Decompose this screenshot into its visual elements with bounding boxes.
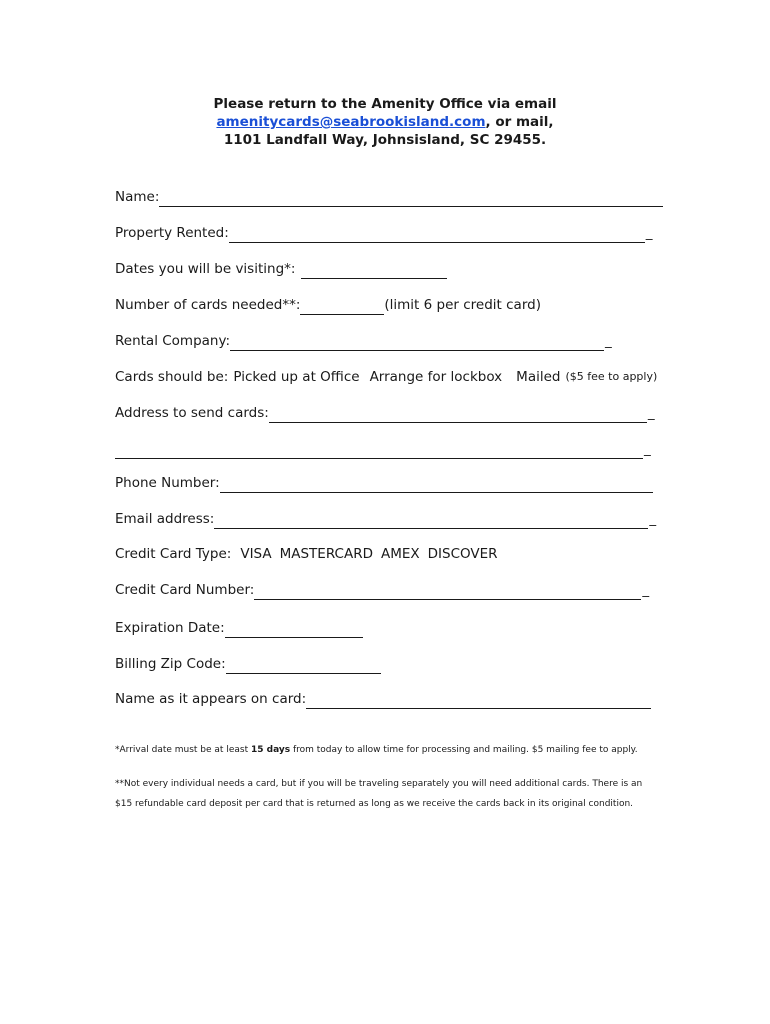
trailing-underscore: _ [605,333,612,349]
cards-should-be-label: Cards should be: [115,369,229,385]
expiration-label: Expiration Date: [115,620,225,636]
email-row [115,509,656,529]
num-cards-field[interactable] [300,299,384,315]
footnote-emphasis: 15 days [250,745,291,755]
header-line-1: Please return to the Amenity Office via email [213,96,557,112]
phone-row [115,473,653,493]
cc-number-field[interactable] [254,584,641,600]
cc-number-label: Credit Card Number: [115,582,255,598]
trailing-underscore: _ [647,405,655,421]
trailing-underscore: _ [644,441,651,457]
cc-mastercard-option[interactable]: MASTERCARD [279,546,373,562]
num-cards-row [115,295,541,315]
header-address: 1101 Landfall Way, Johnsisland, SC 29455. [223,132,547,148]
trailing-underscore: _ [642,582,650,598]
dates-field[interactable] [301,263,447,279]
address-field-line-2[interactable] [115,443,643,459]
trailing-underscore: _ [645,225,653,241]
zip-label: Billing Zip Code: [115,656,226,672]
name-field[interactable] [159,191,663,207]
cc-number-row [115,580,649,600]
footnote-text: *Arrival date must be at least [115,745,251,755]
property-row [115,223,653,243]
option-lockbox[interactable]: Arrange for lockbox [369,369,503,385]
name-on-card-label: Name as it appears on card: [115,691,307,707]
zip-row [115,654,381,674]
cc-type-label: Credit Card Type: [115,546,232,562]
name-on-card-row [115,689,651,709]
email-label: Email address: [115,511,215,527]
form-header [0,95,770,149]
rental-field[interactable] [230,335,604,351]
rental-row [115,331,612,351]
limit-note: (limit 6 per credit card) [384,297,541,313]
email-link[interactable]: amenitycards@seabrookisland.com [216,114,486,130]
email-suffix: , or mail, [485,114,554,130]
property-field[interactable] [229,227,645,243]
expiration-field[interactable] [225,622,363,638]
cc-amex-option[interactable]: AMEX [380,546,420,562]
phone-field[interactable] [220,477,653,493]
email-field[interactable] [214,513,648,529]
header-line-2 [0,113,770,131]
arrival-footnote [115,740,660,760]
expiration-row [115,618,363,638]
cards-delivery-row [115,367,657,387]
address-row-2 [115,439,651,459]
address-field-line-1[interactable] [269,407,647,423]
address-row [115,403,655,423]
dates-label: Dates you will be visiting*: [115,261,296,277]
mail-fee-note: ($5 fee to apply) [565,370,658,383]
phone-label: Phone Number: [115,475,220,491]
cc-discover-option[interactable]: DISCOVER [427,546,498,562]
zip-field[interactable] [226,658,381,674]
rental-label: Rental Company: [115,333,231,349]
footnote-text: from today to allow time for processing and mailing. $5 mailing fee to apply. [290,745,638,755]
option-pickup[interactable]: Picked up at Office [233,369,360,385]
dates-row [115,259,447,279]
option-mailed[interactable]: Mailed [516,369,561,385]
trailing-underscore: _ [649,511,657,527]
num-cards-label: Number of cards needed**: [115,297,301,313]
cc-visa-option[interactable]: VISA [240,546,272,562]
deposit-footnote: **Not every individual needs a card, but if you will be traveling separately you will need additional cards. There is an $15 refundable card deposit per card that is returned as long as we receive the cards back in its original condition. [115,779,643,809]
address-label: Address to send cards: [115,405,269,421]
name-row [115,187,663,207]
name-on-card-field[interactable] [306,693,651,709]
name-label: Name: [115,189,160,205]
cc-type-row [115,544,498,564]
property-label: Property Rented: [115,225,229,241]
